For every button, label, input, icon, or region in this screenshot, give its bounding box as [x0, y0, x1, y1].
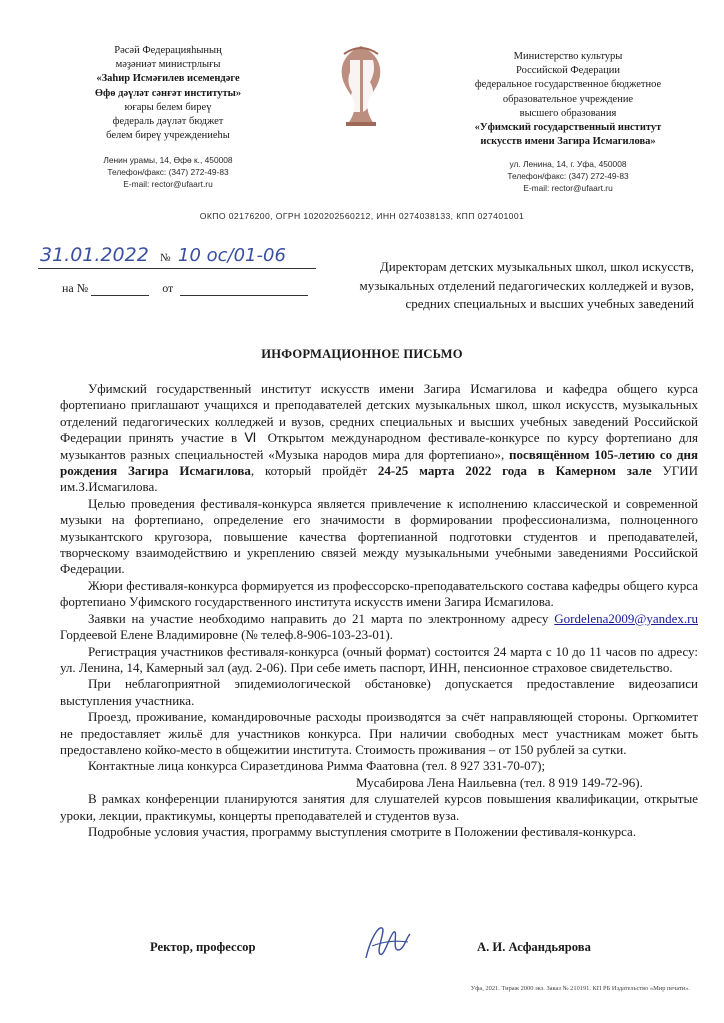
paragraph-epidemic: При неблагоприятной эпидемиологической обстановке) допускается предоставление видеозаписи выступления участника.: [60, 676, 698, 708]
text-run-bold: 24-25 марта 2022 года в Камерном зале: [377, 463, 652, 479]
header-right-russian: [450, 50, 686, 195]
header-right-line: Министерство культуры: [513, 51, 623, 62]
recipient-line: музыкальных отделений педагогических колледжей и вузов,: [359, 277, 694, 293]
recipient-line: Директорам детских музыкальных школ, школ искусств,: [379, 259, 694, 274]
number-sign: №: [160, 252, 171, 264]
header-right-email: E-mail: rector@ufaart.ru: [523, 183, 613, 194]
registration-codes: ОКПО 02176200, ОГРН 1020202560212, ИНН 0274038133, КПП 027401001: [199, 211, 525, 221]
header-right-line: искусств имени Загира Исмагилова»: [480, 136, 656, 148]
header-left-line: «Заһир Исмәғилев исемендәге: [96, 73, 240, 85]
text-run: Заявки на участие необходимо направить до 21 марта по электронному адресу: [88, 610, 555, 626]
header-right-line: «Уфимский государственный институт: [474, 122, 662, 134]
header-right-address: ул. Ленина, 14, г. Уфа, 450008: [509, 159, 627, 170]
reference-ot-label: от: [162, 281, 174, 295]
text-run-bold: посвящённом 105-летию со дня рождения Загира Исмагилова: [60, 446, 698, 479]
reference-na-label: на №: [62, 281, 89, 295]
text-run: УГИИ им.З.Исмагилова.: [60, 463, 698, 495]
paragraph-registration: Регистрация участников фестиваля-конкурса (очный формат) состоится 24 марта с 10 до 11 часов по адресу: ул. Ленина, 14, Камерный зал (ауд. 2-06). При себе иметь паспорт, ИНН, пенсионное страховое свидетельство.: [60, 643, 698, 675]
date-number-underline: [38, 268, 316, 269]
recipient-block: [284, 258, 694, 314]
header-right-contacts: [450, 159, 686, 194]
header-right-line: высшего образования: [519, 107, 617, 119]
header-left-contacts: [52, 155, 284, 190]
header-left-line: Өфө дәүләт сәнғәт институты»: [94, 87, 242, 99]
handwritten-number: 10 ос/01-06: [178, 245, 286, 266]
paragraph-jury: Жюри фестиваля-конкурса формируется из профессорско-преподавательского состава кафедры общего курса фортепиано Уфимского государственного института искусств имени Загира Исмагилова.: [60, 577, 698, 610]
header-right-line: Российской Федерации: [516, 65, 620, 77]
signatory-position: Ректор, профессор: [150, 940, 256, 954]
header-left-line: мәҙәниәт министрлығы: [115, 59, 221, 71]
text-run: Гордеевой Елене Владимировне (№ телеф.8-906-103-23-01).: [60, 627, 394, 643]
reference-number-blank: [91, 285, 149, 296]
print-footer: Уфа, 2021. Тираж 2000 экз. Заказ № 210191. КП РБ Издательство «Мир печати».: [470, 985, 690, 992]
paragraph-contact-second: Мусабирова Лена Наильевна (тел. 8 919 149-72-96).: [356, 774, 643, 790]
header-left-email: E-mail: rector@ufaart.ru: [123, 179, 213, 190]
header-left-line: Рәсәй Федерацияһының: [114, 45, 222, 56]
handwritten-signature-icon: [360, 920, 420, 964]
paragraph-conditions: Подробные условия участия, программу выступления смотрите в Положении фестиваля-конкурса.: [88, 823, 637, 839]
recipient-line: средних специальных и высших учебных заведений: [405, 296, 694, 312]
letter-title: ИНФОРМАЦИОННОЕ ПИСЬМО: [261, 347, 463, 361]
text-run: , который пройдёт: [250, 463, 378, 479]
paragraph-expenses: Проезд, проживание, командировочные расходы производятся за счёт направляющей стороны. Оргкомитет не предоставляет жильё для участников конкурса. При наличии свободных мест участникам может быть предоставлено койко-место в общежитии института. Стоимость проживания – от 150 рублей за сутки.: [60, 709, 698, 757]
header-right-line: федеральное государственное бюджетное: [474, 79, 662, 91]
application-email-link[interactable]: Gordelena2009@yandex.ru: [554, 610, 698, 626]
header-right-line: образовательное учреждение: [502, 93, 634, 105]
header-left-phone: Телефон/факс: (347) 272-49-83: [107, 167, 229, 178]
header-left-bashkir: [52, 44, 284, 191]
paragraph-goal: Целью проведения фестиваля-конкурса является привлечение к исполнению классической и современной музыки на фортепиано, определение его значимости в формировании профессионализма, полноценного музыкантского кругозора, повышение качества фортепианной подготовки студентов и преподавателей, творческому взаимодействию и укреплению связей между музыкальными учебными заведениями Российской Федерации.: [60, 495, 698, 577]
paragraph-contacts: Контактные лица конкурса Сиразетдинова Римма Фаатовна (тел. 8 927 331-70-07);: [88, 758, 546, 774]
paragraph-applications: [60, 611, 698, 644]
header-left-address: Ленин урамы, 14, Өфө к., 450008: [103, 155, 233, 166]
handwritten-date: 31.01.2022: [40, 244, 149, 266]
reference-line: [62, 281, 308, 296]
paragraph-invitation: [60, 381, 698, 496]
text-run: Уфимский государственный институт искусств имени Загира Исмагилова и кафедра общего курса фортепиано приглашают учащихся и преподавателей детских музыкальных школ, школ искусств, музыкальных отделений педагогических колледжей и вузов, средних специальных и высших учебных заведений Российской Федерации принять участие в Ⅵ Открытом международном фестивале-конкурсе по курсу фортепиано для музыкантов разных специальностей «Музыка народов мира для фортепиано»,: [60, 381, 698, 462]
institute-emblem-icon: [330, 42, 392, 128]
header-left-line: федераль дәүләт бюджет: [112, 116, 224, 128]
letter-body: [60, 381, 698, 840]
header-left-line: белем биреү учреждениеһы: [106, 130, 230, 142]
header-left-line: юғары белем биреү: [124, 101, 212, 113]
signatory-name: А. И. Асфандьярова: [477, 940, 591, 954]
header-right-phone: Телефон/факс: (347) 272-49-83: [507, 171, 629, 182]
paragraph-conference: В рамках конференции планируются занятия для слушателей курсов повышения квалификации, открытые уроки, лекции, практикумы, концерты преподавателей и студентов вуза.: [60, 791, 698, 823]
